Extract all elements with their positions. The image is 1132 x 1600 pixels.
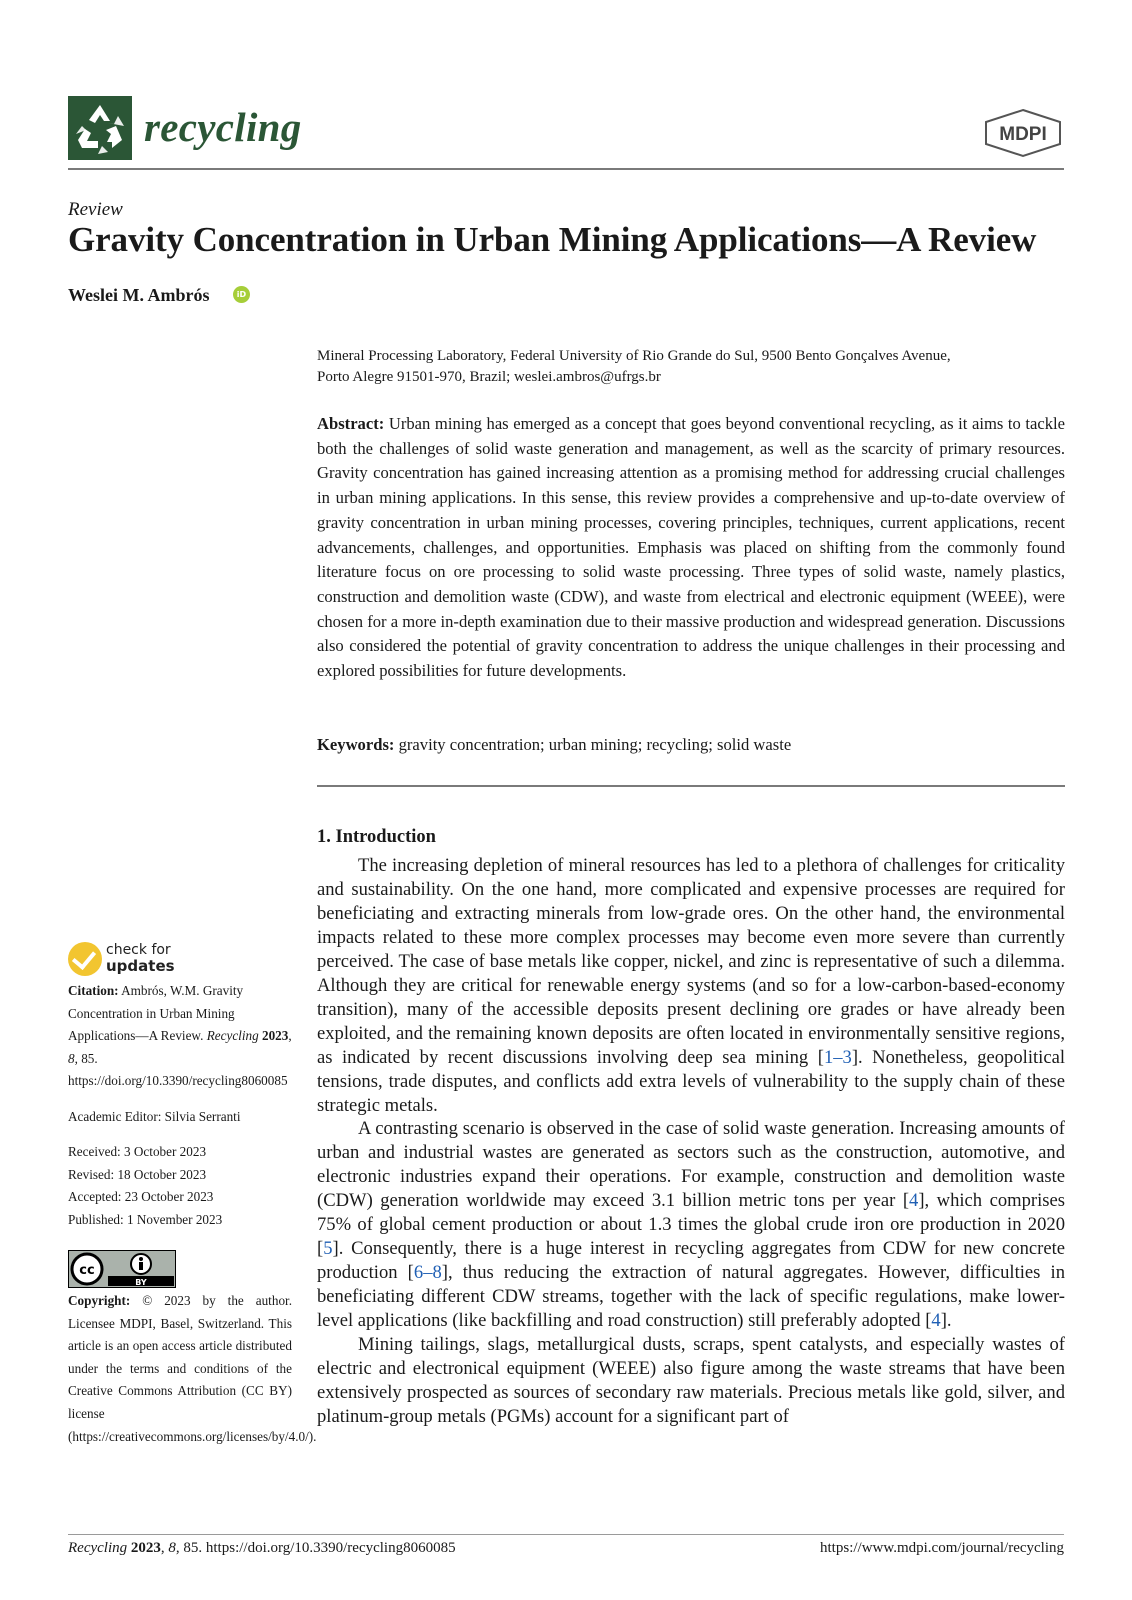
- citation-link[interactable]: 1–3: [823, 1046, 852, 1068]
- footer-journal-url[interactable]: https://www.mdpi.com/journal/recycling: [820, 1540, 1064, 1556]
- footer-citation: Recycling 2023, 8, 85. https://doi.org/10.3390/recycling8060085: [68, 1540, 456, 1556]
- section-heading: 1. Introduction: [317, 827, 436, 847]
- journal-name: recycling: [144, 104, 302, 150]
- check-label: check for: [106, 942, 171, 958]
- publisher-name: MDPI: [999, 124, 1047, 145]
- author-name: Weslei M. Ambrós: [68, 285, 210, 305]
- paragraph: Mining tailings, slags, metallurgical dusts, scraps, spent catalysts, and especially wastes of electric and electronical equipment (WEEE) also figure among the waste streams that have been extensively prospected as sources of secondary raw materials. Precious metals like gold, silver, and platinum-group metals (PGMs) account for a significant part of: [317, 1334, 1065, 1427]
- abstract-text: Urban mining has emerged as a concept that goes beyond conventional recycling, as it aims to tackle both the challenges of solid waste generation and management, as well as the scarcity of primary resources. Gravity concentration has gained increasing attention as a promising method for addressing crucial challenges in urban mining applications. In this sense, this review provides a comprehensive and up-to-date overview of gravity concentration in urban mining processes, covering principles, techniques, current applications, recent advancements, challenges, and opportunities. Emphasis was placed on shifting from the commonly found literature focus on ore processing to solid waste processing. Three types of solid waste, namely plastics, construction and demolition waste (CDW), and waste from electrical and electronic equipment (WEEE), were chosen for a more in-depth examination due to their massive production and widespread generation. Discussions also considered the potential of gravity concentration to address the unique challenges in their processing and explored possibilities for future developments.: [317, 414, 1065, 681]
- citation-link[interactable]: 5: [323, 1238, 333, 1260]
- check-icon: [68, 942, 102, 976]
- academic-editor: Academic Editor: Silvia Serranti: [68, 1109, 241, 1124]
- published-date: Published: 1 November 2023: [68, 1211, 223, 1227]
- paragraph: The increasing depletion of mineral resources has led to a plethora of challenges for criticality and sustainability. On the one hand, more complicated and expensive processes are required for beneficiating and extracting minerals from low-grade ores. On the other hand, the environmental impacts related to these more complex processes may become even more severe than currently perceived. The case of base metals like copper, nickel, and zinc is representative of such a dilemma. Although they are critical for renewable energy systems (and so for a low-carbon-based-economy transition), many of the accessible deposits present declining ore grades or have already been exploited, and the remaining known deposits are often located in environmentally sensitive regions, as indicated by recent discussions involving deep sea mining [1–3]. Nonetheless, geopolitical tensions, trade disputes, and conflicts add extra levels of vulnerability to the supply chain of these strategic metals.: [317, 855, 1065, 1116]
- revised-date: Revised: 18 October 2023: [68, 1166, 207, 1182]
- mdpi-logo: [982, 108, 1064, 158]
- footer-divider: [68, 1534, 1064, 1535]
- section-body: [317, 854, 1065, 1429]
- copyright-block: Copyright: © 2023 by the author. Licensee MDPI, Basel, Switzerland. This article is an open access article distributed under the terms and conditions of the Creative Commons Attribution (CC BY) license (https://creativecommons.org/licenses/by/4.0/).: [68, 1293, 317, 1444]
- keywords-label: Keywords:: [317, 735, 395, 754]
- license-badge-text: BY: [135, 1278, 147, 1287]
- affiliation-line: Porto Alegre 91501-970, Brazil; weslei.ambros@ufrgs.br: [317, 369, 661, 385]
- citation-label: Citation:: [68, 983, 119, 998]
- citation-link[interactable]: 4: [931, 1310, 941, 1332]
- abstract-label: Abstract:: [317, 414, 385, 433]
- abstract: [317, 412, 1065, 684]
- article-type: Review: [68, 199, 123, 220]
- citation-link[interactable]: 4: [909, 1190, 919, 1212]
- affiliation-line: Mineral Processing Laboratory, Federal University of Rio Grande do Sul, 9500 Bento Gonçalves Avenue,: [317, 348, 951, 364]
- svg-text:cc: cc: [79, 1263, 95, 1278]
- keywords: [317, 733, 1065, 757]
- orcid-icon[interactable]: iD: [233, 286, 250, 303]
- keywords-text: gravity concentration; urban mining; recycling; solid waste: [398, 735, 792, 754]
- updates-label: updates: [106, 957, 175, 975]
- copyright-label: Copyright:: [68, 1293, 131, 1308]
- header-divider: [68, 168, 1064, 170]
- affiliation: [317, 346, 1065, 388]
- citation-link[interactable]: 6–8: [413, 1262, 442, 1284]
- received-date: Received: 3 October 2023: [68, 1144, 207, 1159]
- citation-block: Citation: Ambrós, W.M. Gravity Concentration in Urban Mining Applications—A Review. Recycling 2023, 8, 85. https://doi.org/10.3390/recycling8060085: [68, 983, 292, 1089]
- abstract-divider: [317, 785, 1065, 787]
- article-title: Gravity Concentration in Urban Mining Applications—A Review: [68, 220, 1037, 259]
- accepted-date: Accepted: 23 October 2023: [68, 1189, 214, 1205]
- article-dates: [68, 1141, 292, 1231]
- paragraph: A contrasting scenario is observed in the case of solid waste generation. Increasing amounts of urban and industrial wastes are generated as sectors such as the construction, automotive, and electronic industries expand their operations. For example, construction and demolition waste (CDW) generation worldwide may exceed 3.1 billion metric tons per year [4], which comprises 75% of global cement production or about 1.3 times the global crude iron ore production in 2020 [5]. Consequently, there is a huge interest in recycling aggregates from CDW for new concrete production [6–8], thus reducing the extraction of natural aggregates. However, difficulties in beneficiating different CDW streams, together with the lack of specific regulations, make lower-level applications (like backfilling and road construction) still preferably adopted [4].: [317, 1118, 1065, 1332]
- cc-by-license-icon[interactable]: [68, 1250, 176, 1288]
- recycling-logo-icon: [68, 96, 132, 160]
